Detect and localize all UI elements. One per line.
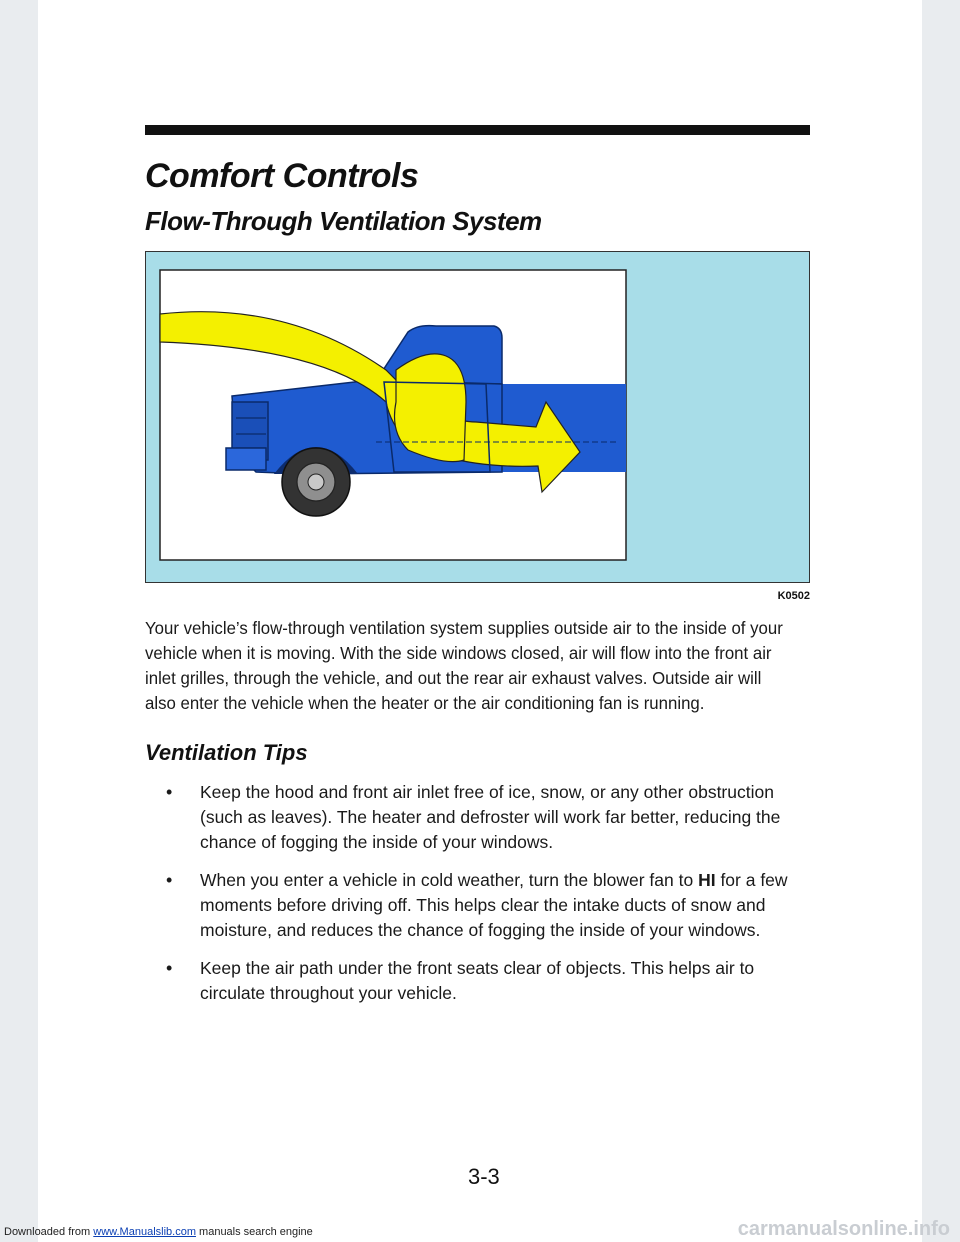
vehicle-airflow-diagram <box>146 252 810 583</box>
list-item <box>162 780 812 855</box>
section-title: Comfort Controls <box>145 157 419 195</box>
bullet-icon: • <box>166 870 173 890</box>
tip-text: Keep the air path under the front seats clear of objects. This helps air to circulate throughout your vehicle. <box>200 958 755 1003</box>
tip-text: Keep the hood and front air inlet free of ice, snow, or any other obstruction (such as leaves). The heater and defroster will work far better, reducing the chance of fogging the inside of your windows. <box>200 782 781 852</box>
tip-text-bold: HI <box>698 870 716 890</box>
footer-prefix: Downloaded from <box>4 1226 94 1238</box>
watermark: carmanualsonline.info <box>737 1218 950 1240</box>
intro-paragraph: Your vehicle’s flow-through ventilation system supplies outside air to the inside of your vehicle when it is moving. With the side windows closed, air will flow into the front air inlet grilles, through the vehicle, and out the rear air exhaust valves. Outside air will also enter the vehicle when the heater or the air conditioning fan is running. <box>145 618 783 713</box>
tips-list <box>162 780 812 1019</box>
cab-airflow <box>395 354 467 462</box>
list-item <box>162 956 812 1006</box>
tip-text-pre: When you enter a vehicle in cold weather, turn the blower fan to <box>200 870 699 890</box>
download-footer <box>4 1226 313 1238</box>
ventilation-figure <box>145 251 810 583</box>
list-item <box>162 868 812 943</box>
footer-suffix: manuals search engine <box>195 1226 313 1238</box>
figure-code: K0502 <box>777 590 810 602</box>
bullet-icon: • <box>166 782 173 802</box>
page-number: 3-3 <box>468 1164 500 1189</box>
header-rule <box>145 125 810 135</box>
manualslib-link[interactable]: www.Manualslib.com <box>93 1226 196 1238</box>
tips-heading: Ventilation Tips <box>145 740 308 765</box>
bullet-icon: • <box>166 958 173 978</box>
tip-text-post: for a few moments before driving off. This helps clear the intake ducts of snow and moisture, and reduces the chance of fogging the inside of your windows. <box>200 870 788 940</box>
subsection-title: Flow-Through Ventilation System <box>145 206 542 236</box>
truck-bumper <box>226 448 266 470</box>
